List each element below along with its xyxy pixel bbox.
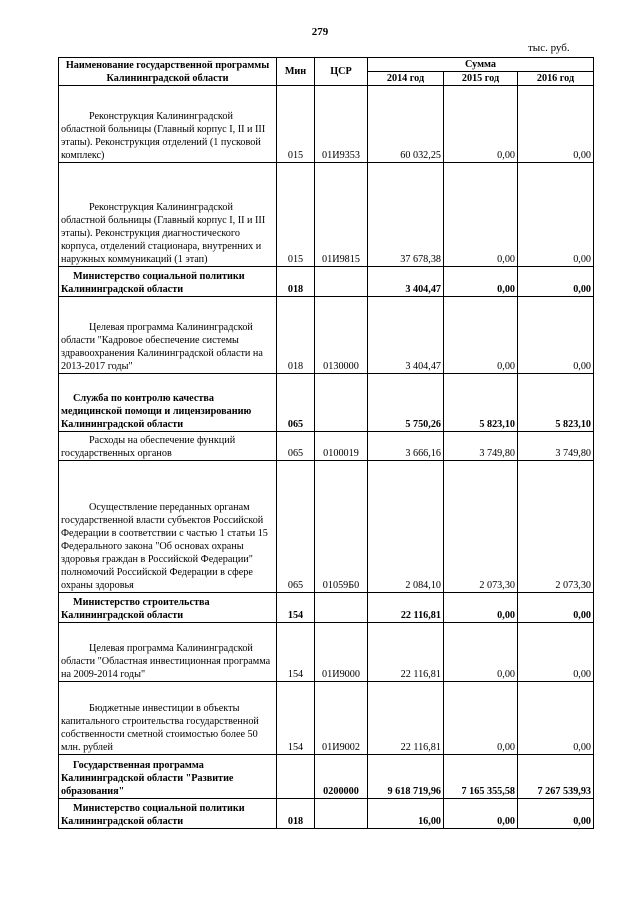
row-2014: 2 084,10	[368, 461, 444, 593]
row-min: 018	[277, 297, 315, 374]
row-name: Целевая программа Калининградской области "Кадровое обеспечение системы здравоохранения Калининградской области на 2013-2017 годы"	[59, 297, 277, 374]
table-row	[59, 623, 594, 682]
row-2016: 0,00	[518, 799, 594, 829]
row-name: Целевая программа Калининградской области "Областная инвестиционная программа на 2009-2014 годы"	[59, 623, 277, 682]
row-csr: 01И9002	[315, 682, 368, 755]
row-2015: 0,00	[444, 682, 518, 755]
row-csr	[315, 593, 368, 623]
row-2015: 0,00	[444, 623, 518, 682]
page-number: 279	[311, 26, 329, 38]
header-min: Мин	[277, 58, 315, 86]
row-csr	[315, 374, 368, 432]
row-2016: 0,00	[518, 623, 594, 682]
row-2014: 60 032,25	[368, 86, 444, 163]
row-min: 015	[277, 86, 315, 163]
table-row	[59, 682, 594, 755]
header-name: Наименование государственной программы Калининградской области	[59, 58, 277, 86]
units-label: тыс. руб.	[528, 42, 570, 54]
budget-table	[58, 57, 594, 829]
row-2015: 0,00	[444, 799, 518, 829]
table-row	[59, 432, 594, 461]
row-csr: 01И9000	[315, 623, 368, 682]
row-2016: 5 823,10	[518, 374, 594, 432]
table-row	[59, 755, 594, 799]
row-csr: 0200000	[315, 755, 368, 799]
row-2014: 22 116,81	[368, 593, 444, 623]
row-min: 018	[277, 799, 315, 829]
row-min: 015	[277, 163, 315, 267]
row-name: Министерство социальной политики Калининградской области	[59, 267, 277, 297]
row-2015: 0,00	[444, 593, 518, 623]
row-csr: 01И9353	[315, 86, 368, 163]
row-2014: 22 116,81	[368, 623, 444, 682]
row-2016: 0,00	[518, 86, 594, 163]
row-csr	[315, 799, 368, 829]
row-2014: 3 404,47	[368, 297, 444, 374]
row-csr	[315, 267, 368, 297]
row-min: 065	[277, 461, 315, 593]
row-min: 154	[277, 593, 315, 623]
row-2016: 3 749,80	[518, 432, 594, 461]
row-2014: 37 678,38	[368, 163, 444, 267]
row-2015: 0,00	[444, 163, 518, 267]
row-2014: 22 116,81	[368, 682, 444, 755]
row-2015: 0,00	[444, 86, 518, 163]
header-year-2015: 2015 год	[444, 72, 518, 86]
row-name: Расходы на обеспечение функций государственных органов	[59, 432, 277, 461]
header-sum: Сумма	[368, 58, 594, 72]
table-row	[59, 86, 594, 163]
row-min	[277, 755, 315, 799]
row-name: Министерство строительства Калининградской области	[59, 593, 277, 623]
header-year-2014: 2014 год	[368, 72, 444, 86]
header-year-2016: 2016 год	[518, 72, 594, 86]
header-csr: ЦСР	[315, 58, 368, 86]
row-min: 154	[277, 682, 315, 755]
row-2015: 2 073,30	[444, 461, 518, 593]
row-2014: 3 666,16	[368, 432, 444, 461]
row-2015: 3 749,80	[444, 432, 518, 461]
row-name: Осуществление переданных органам государственной власти субъектов Российской Федерации в соответствии с частью 1 статьи 15 Федерального закона "Об основах охраны здоровья граждан в Российской Федерации" полномочий Российской Федерации в сфере охраны здоровья	[59, 461, 277, 593]
row-2016: 0,00	[518, 163, 594, 267]
table-row	[59, 267, 594, 297]
row-name: Реконструкция Калининградской областной больницы (Главный корпус I, II и III этапы). Реконструкция отделений (1 пусковой комплекс)	[59, 86, 277, 163]
row-2015: 0,00	[444, 267, 518, 297]
row-min: 154	[277, 623, 315, 682]
table-row	[59, 374, 594, 432]
row-csr: 0100019	[315, 432, 368, 461]
row-csr: 0130000	[315, 297, 368, 374]
row-2014: 16,00	[368, 799, 444, 829]
row-csr: 01059Б0	[315, 461, 368, 593]
row-2016: 0,00	[518, 593, 594, 623]
row-csr: 01И9815	[315, 163, 368, 267]
table-row	[59, 593, 594, 623]
row-name: Служба по контролю качества медицинской помощи и лицензированию Калининградской области	[59, 374, 277, 432]
row-2014: 3 404,47	[368, 267, 444, 297]
row-name: Государственная программа Калининградской области "Развитие образования"	[59, 755, 277, 799]
row-min: 018	[277, 267, 315, 297]
table-row	[59, 799, 594, 829]
row-name: Реконструкция Калининградской областной больницы (Главный корпус I, II и III этапы). Реконструкция диагностического корпуса, отделений стационара, внутренних и наружных коммуникаций (1 этап)	[59, 163, 277, 267]
row-min: 065	[277, 432, 315, 461]
row-2016: 0,00	[518, 682, 594, 755]
table-row	[59, 163, 594, 267]
row-min: 065	[277, 374, 315, 432]
row-name: Министерство социальной политики Калининградской области	[59, 799, 277, 829]
row-2014: 9 618 719,96	[368, 755, 444, 799]
row-2015: 5 823,10	[444, 374, 518, 432]
table-row	[59, 461, 594, 593]
row-2016: 2 073,30	[518, 461, 594, 593]
row-2015: 7 165 355,58	[444, 755, 518, 799]
row-2015: 0,00	[444, 297, 518, 374]
row-2014: 5 750,26	[368, 374, 444, 432]
row-2016: 0,00	[518, 267, 594, 297]
table-row	[59, 297, 594, 374]
row-name: Бюджетные инвестиции в объекты капитального строительства государственной собственности сметной стоимостью более 50 млн. рублей	[59, 682, 277, 755]
row-2016: 7 267 539,93	[518, 755, 594, 799]
row-2016: 0,00	[518, 297, 594, 374]
